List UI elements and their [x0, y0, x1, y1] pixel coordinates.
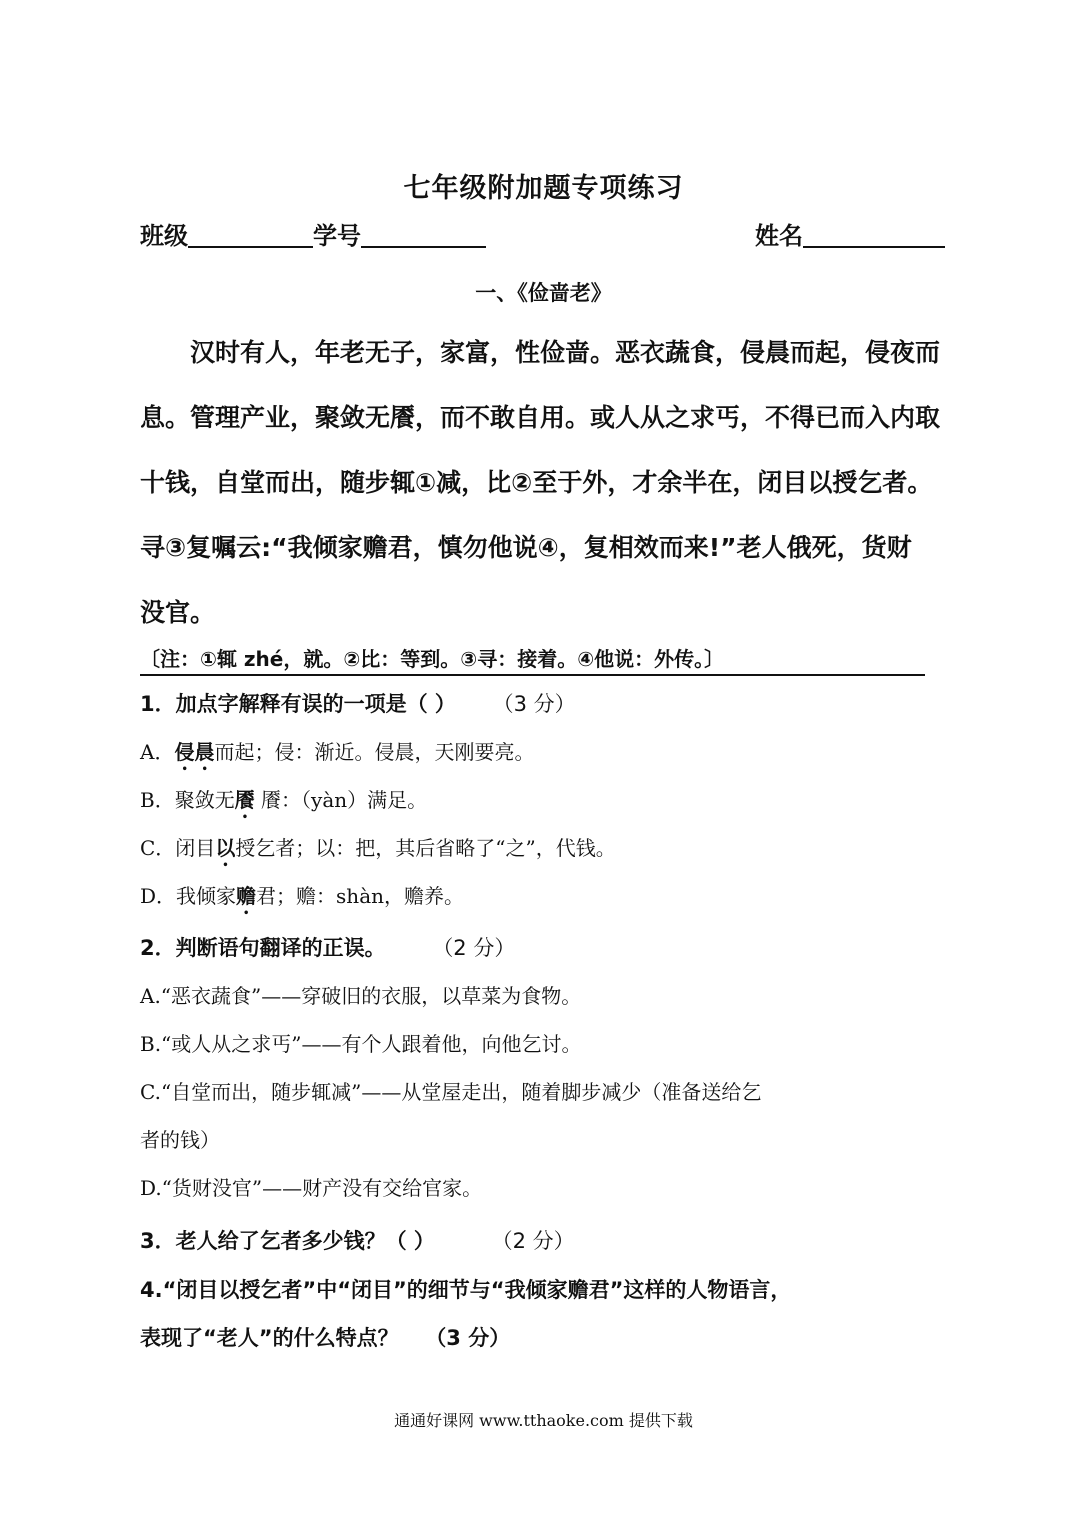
classical-passage	[140, 320, 950, 645]
passage-line: 没官。	[140, 598, 216, 627]
passage-line: 息。管理产业，聚敛无餍，而不敢自用。或人从之求丐，不得已而入内取	[140, 403, 941, 432]
option-a: A.“恶衣蔬食”——穿破旧的衣服，以草菜为食物。	[140, 984, 582, 1008]
question-4-line: 表现了“老人”的什么特点？	[140, 1326, 399, 1350]
option-b: B.“或人从之求丐”——有个人跟着他，向他乞讨。	[140, 1032, 582, 1056]
section-heading: 一、《俭啬老》	[475, 281, 612, 305]
annotation-note: 〔注：①辄 zhé，就。②比：等到。③寻：接着。④他说：外传。〕	[140, 643, 925, 676]
class-label: 班级	[140, 222, 188, 250]
name-blank	[803, 222, 945, 248]
name-field	[755, 216, 945, 251]
question-1-title: 1．加点字解释有误的一项是（ ）	[140, 692, 456, 716]
passage-line: 十钱，自堂而出，随步辄①减，比②至于外，才余半在，闭目以授乞者。	[140, 468, 933, 497]
question-2-title: 2．判断语句翻译的正误。	[140, 936, 386, 960]
name-label: 姓名	[755, 222, 803, 250]
question-1	[140, 680, 955, 920]
passage-line: 汉时有人，年老无子，家富，性俭啬。恶衣蔬食，侵晨而起，侵夜而	[190, 338, 941, 367]
option-d: D．我倾家赡君；赡：shàn，赡养。	[140, 884, 464, 908]
passage-line: 寻③复嘱云:“我倾家赡君，慎勿他说④，复相效而来!”老人俄死，货财	[140, 533, 912, 562]
option-d: D.“货财没官”——财产没有交给官家。	[140, 1176, 483, 1200]
class-field	[140, 216, 486, 251]
question-3-title: 3．老人给了乞者多少钱？（ ）	[140, 1229, 435, 1253]
footer-credit: 通通好课网 www.tthaoke.com 提供下载	[394, 1411, 693, 1430]
option-a: A．侵晨而起；侵：渐近。侵晨，天刚要亮。	[140, 740, 535, 764]
question-4	[140, 1266, 955, 1362]
question-3-score: （2 分）	[491, 1229, 575, 1253]
class-blank	[188, 222, 313, 248]
option-c-continued: 者的钱）	[140, 1128, 220, 1152]
option-c: C．闭目以授乞者；以：把，其后省略了“之”，代钱。	[140, 836, 616, 860]
question-3	[140, 1217, 955, 1265]
number-blank	[361, 222, 486, 248]
question-1-score: （3 分）	[492, 692, 576, 716]
page-title: 七年级附加题专项练习	[403, 173, 684, 204]
question-4-line: 4.“闭目以授乞者”中“闭目”的细节与“我倾家赡君”这样的人物语言，	[140, 1278, 792, 1302]
option-b: B．聚敛无餍 餍：（yàn）满足。	[140, 788, 428, 812]
question-4-score: （3 分）	[425, 1326, 511, 1350]
option-c: C.“自堂而出，随步辄减”——从堂屋走出，随着脚步减少（准备送给乞	[140, 1080, 762, 1104]
number-label: 学号	[313, 222, 361, 250]
question-2	[140, 924, 955, 1212]
question-2-score: （2 分）	[432, 936, 516, 960]
